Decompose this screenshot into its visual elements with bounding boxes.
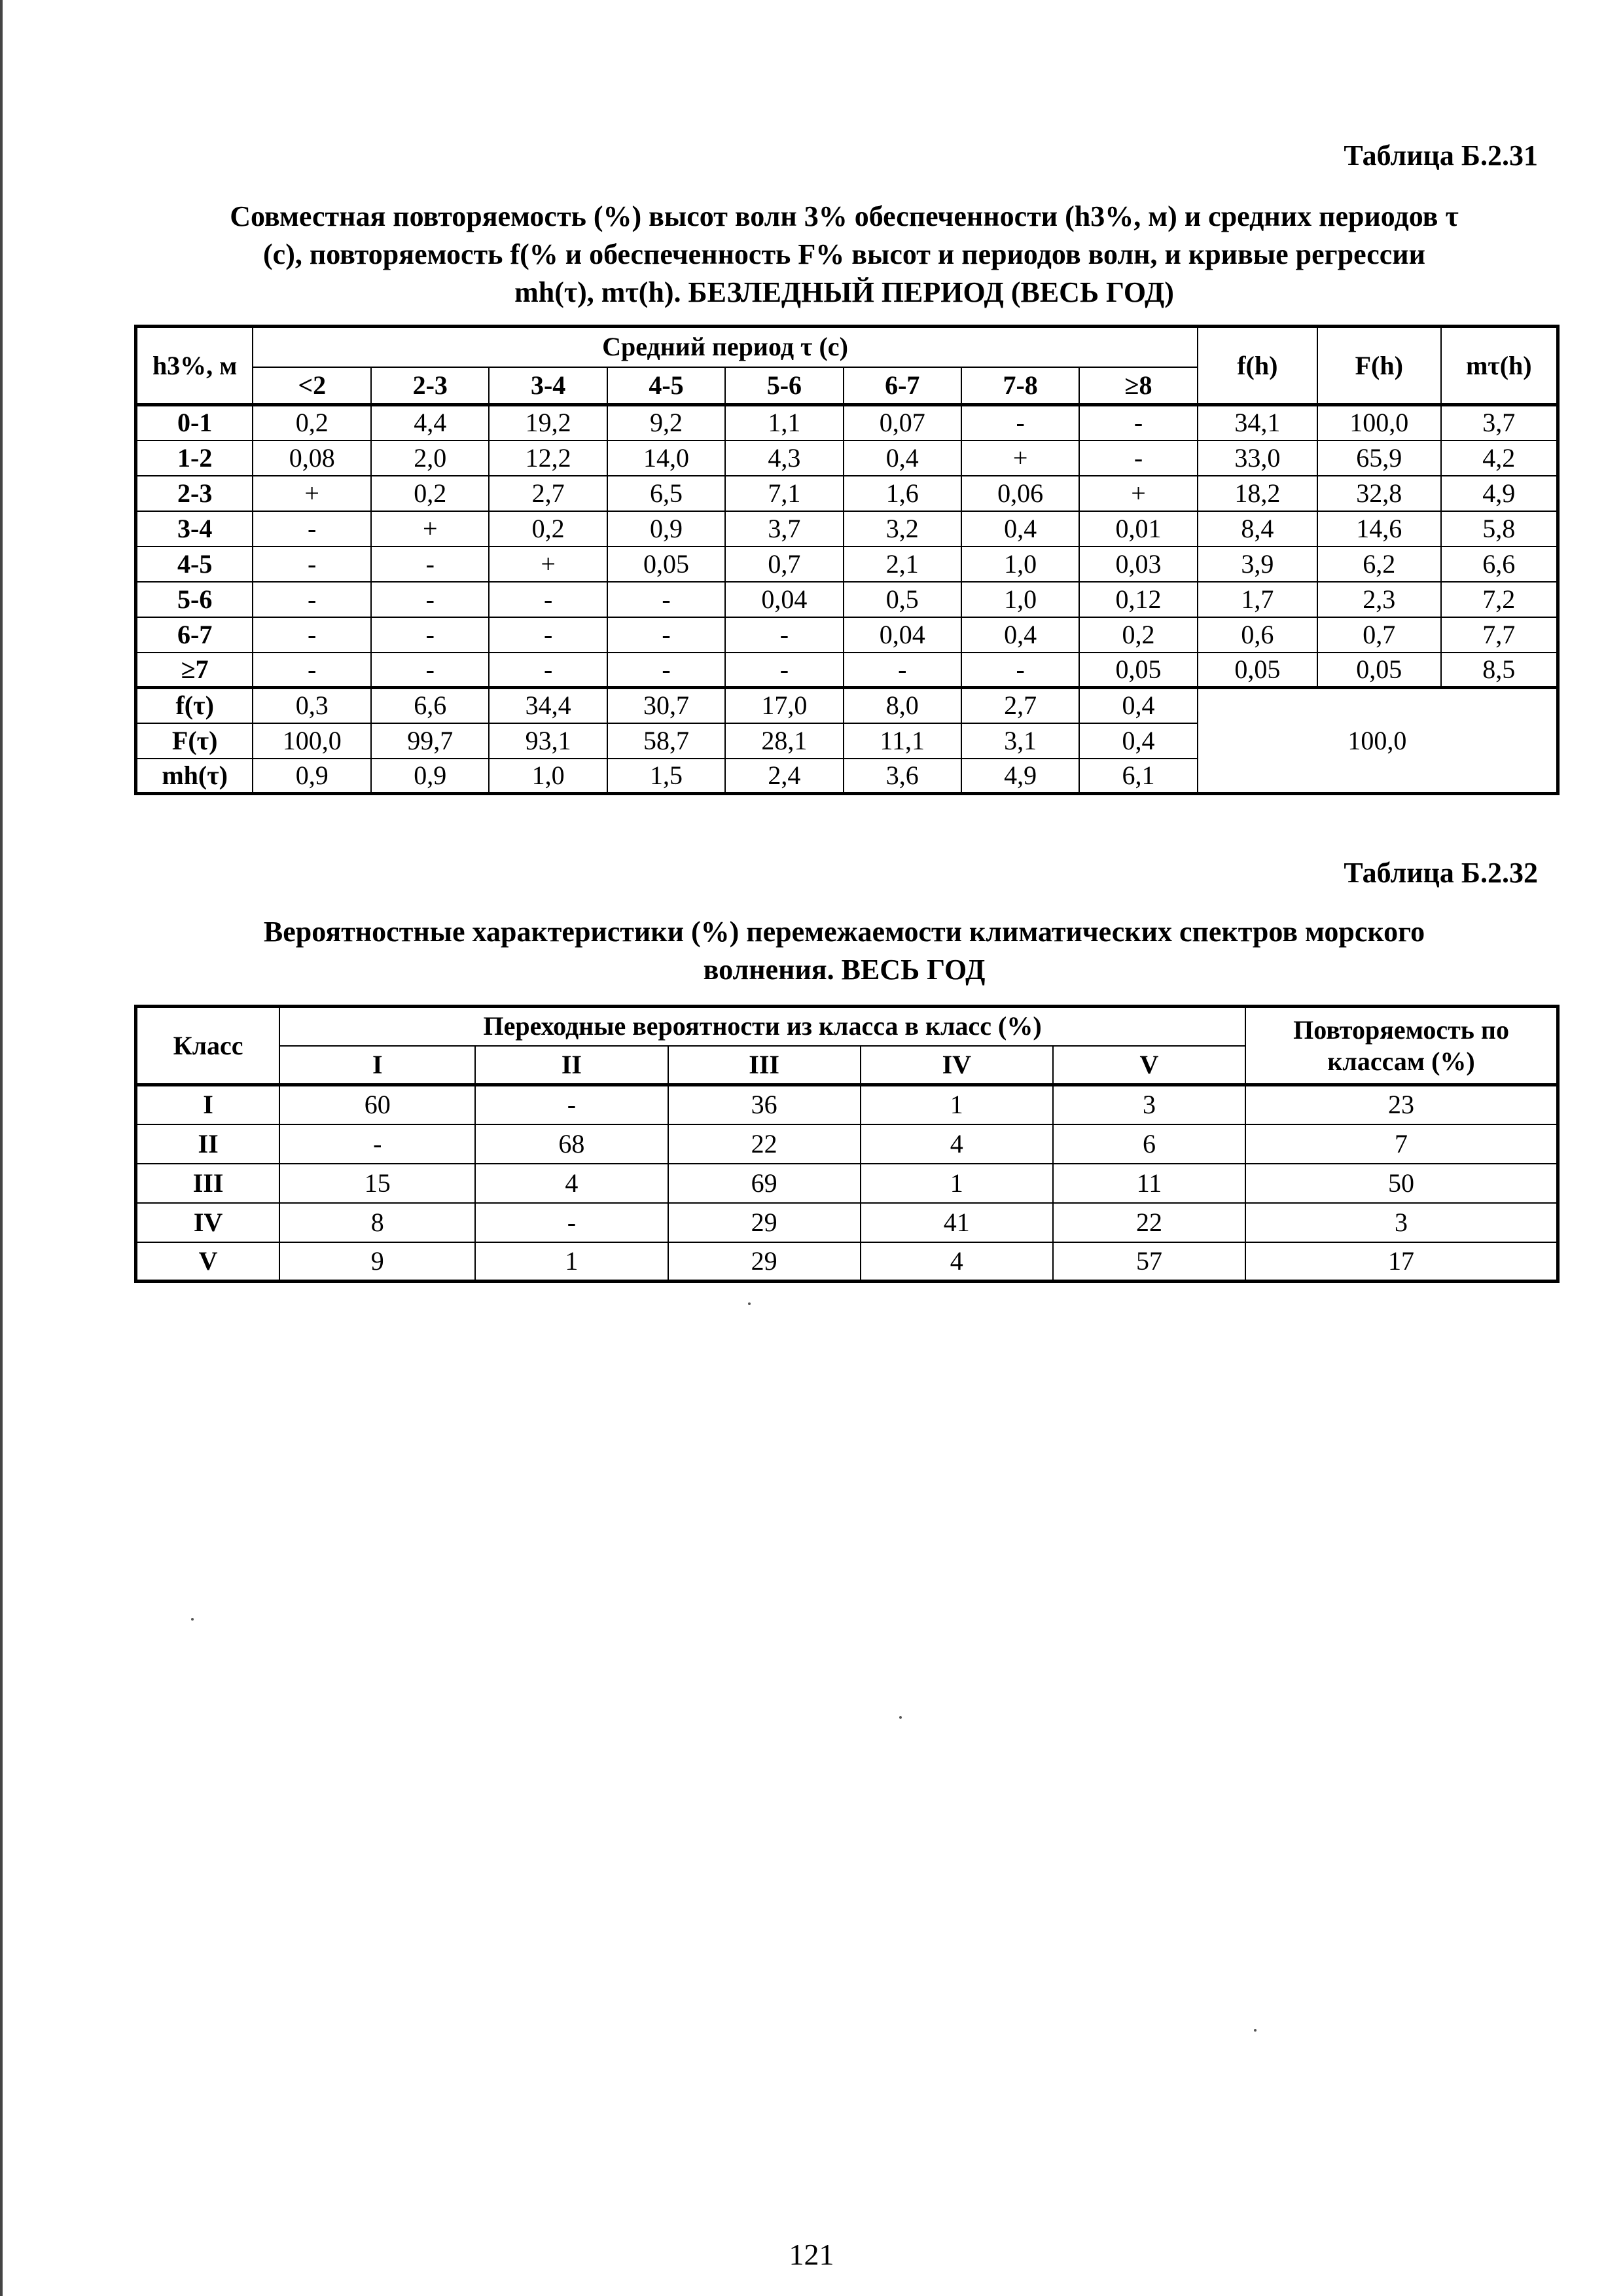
- table-32-title-line1: Вероятностные характеристики (%) перемежаемости климатических спектров морского: [263, 916, 1425, 948]
- F-h-cell: 6,2: [1317, 547, 1441, 582]
- table-row: [136, 440, 1558, 476]
- recurrence-cell: 17: [1245, 1242, 1558, 1282]
- recurrence-cell: 7: [1245, 1124, 1558, 1164]
- cell: 15: [279, 1164, 475, 1203]
- cell: 0,9: [253, 759, 371, 794]
- class-column-header: I: [279, 1046, 475, 1085]
- F-h-cell: 100,0: [1317, 405, 1441, 440]
- cell: 6,6: [371, 688, 489, 723]
- cell: 2,7: [489, 476, 607, 511]
- row-label: III: [136, 1164, 280, 1203]
- m-tau-h-cell: 4,9: [1441, 476, 1558, 511]
- row-label: 2-3: [136, 476, 253, 511]
- cell: 2,1: [844, 547, 961, 582]
- cell: 29: [668, 1203, 861, 1242]
- scan-speck: [748, 1302, 751, 1305]
- f-h-cell: 0,05: [1198, 653, 1317, 688]
- spectrum-transition-table: [134, 1005, 1560, 1283]
- cell: -: [725, 617, 843, 653]
- table-row-f-tau: [136, 688, 1558, 723]
- cell: 2,7: [961, 688, 1079, 723]
- period-column-header: 5-6: [725, 367, 843, 405]
- cell: 9,2: [607, 405, 725, 440]
- recurrence-cell: 3: [1245, 1203, 1558, 1242]
- cell: -: [371, 582, 489, 617]
- f-h-cell: 18,2: [1198, 476, 1317, 511]
- f-h-cell: 8,4: [1198, 511, 1317, 547]
- F-h-cell: 0,05: [1317, 653, 1441, 688]
- table-32-label: Таблица Б.2.32: [1344, 857, 1538, 889]
- f-h-cell: 0,6: [1198, 617, 1317, 653]
- row-label: F(τ): [136, 723, 253, 759]
- cell: 0,9: [371, 759, 489, 794]
- F-h-cell: 2,3: [1317, 582, 1441, 617]
- f-h-cell: 3,9: [1198, 547, 1317, 582]
- cell: 0,06: [961, 476, 1079, 511]
- cell: 28,1: [725, 723, 843, 759]
- table-row: [136, 405, 1558, 440]
- cell: +: [489, 547, 607, 582]
- f-h-cell: 1,7: [1198, 582, 1317, 617]
- cell: 41: [861, 1203, 1053, 1242]
- cell: 0,04: [725, 582, 843, 617]
- wave-height-period-table: [134, 325, 1560, 795]
- cell: 69: [668, 1164, 861, 1203]
- F-h-header: F(h): [1317, 327, 1441, 405]
- cell: 11: [1053, 1164, 1245, 1203]
- cell: 0,5: [844, 582, 961, 617]
- cell: 1,6: [844, 476, 961, 511]
- period-column-header: 2-3: [371, 367, 489, 405]
- cell: 0,2: [1079, 617, 1197, 653]
- table-31-label: Таблица Б.2.31: [1344, 139, 1538, 171]
- table-32-header-row-1: [136, 1007, 1558, 1046]
- cell: 4: [861, 1242, 1053, 1282]
- row-label: ≥7: [136, 653, 253, 688]
- row-label: IV: [136, 1203, 280, 1242]
- m-tau-h-cell: 8,5: [1441, 653, 1558, 688]
- table-31-title-line1: Совместная повторяемость (%) высот волн 3% обеспеченности (h3%, м) и средних периодов τ: [230, 200, 1459, 232]
- cell: 2,4: [725, 759, 843, 794]
- row-label: II: [136, 1124, 280, 1164]
- table-row: [136, 653, 1558, 688]
- cell: -: [1079, 440, 1197, 476]
- cell: 1: [861, 1085, 1053, 1124]
- table-32-title-line2: волнения. ВЕСЬ ГОД: [703, 954, 986, 986]
- h-header: h3%, м: [136, 327, 253, 405]
- cell: -: [253, 653, 371, 688]
- m-tau-h-cell: 6,6: [1441, 547, 1558, 582]
- F-h-cell: 14,6: [1317, 511, 1441, 547]
- cell: 68: [475, 1124, 668, 1164]
- cell: -: [961, 653, 1079, 688]
- m-tau-h-cell: 4,2: [1441, 440, 1558, 476]
- cell: 0,3: [253, 688, 371, 723]
- cell: 0,07: [844, 405, 961, 440]
- cell: 36: [668, 1085, 861, 1124]
- m-tau-h-cell: 5,8: [1441, 511, 1558, 547]
- recurrence-cell: 50: [1245, 1164, 1558, 1203]
- cell: 4,9: [961, 759, 1079, 794]
- cell: -: [371, 547, 489, 582]
- cell: 3,2: [844, 511, 961, 547]
- m-tau-h-header: mτ(h): [1441, 327, 1558, 405]
- cell: 0,4: [844, 440, 961, 476]
- cell: 34,4: [489, 688, 607, 723]
- cell: 1: [861, 1164, 1053, 1203]
- cell: +: [371, 511, 489, 547]
- cell: 3,6: [844, 759, 961, 794]
- cell: 0,08: [253, 440, 371, 476]
- row-label: 0-1: [136, 405, 253, 440]
- row-label: 3-4: [136, 511, 253, 547]
- cell: 100,0: [253, 723, 371, 759]
- table-row: [136, 511, 1558, 547]
- cell: 0,7: [725, 547, 843, 582]
- cell: -: [253, 582, 371, 617]
- row-label: V: [136, 1242, 280, 1282]
- cell: 3: [1053, 1085, 1245, 1124]
- recurrence-cell: 23: [1245, 1085, 1558, 1124]
- cell: -: [1079, 405, 1197, 440]
- scan-speck: [191, 1618, 194, 1621]
- cell: -: [253, 511, 371, 547]
- row-label: 6-7: [136, 617, 253, 653]
- row-label: 5-6: [136, 582, 253, 617]
- cell: -: [279, 1124, 475, 1164]
- row-label: I: [136, 1085, 280, 1124]
- cell: 7,1: [725, 476, 843, 511]
- cell: 14,0: [607, 440, 725, 476]
- cell: 11,1: [844, 723, 961, 759]
- cell: 1,0: [961, 547, 1079, 582]
- cell: 0,2: [253, 405, 371, 440]
- table-31-title-line2: (с), повторяемость f(% и обеспеченность F% высот и периодов волн, и кривые регрессии: [263, 238, 1425, 270]
- f-h-cell: 34,1: [1198, 405, 1317, 440]
- cell: -: [489, 582, 607, 617]
- cell: 9: [279, 1242, 475, 1282]
- cell: +: [1079, 476, 1197, 511]
- cell: 30,7: [607, 688, 725, 723]
- table-31-header-row-1: [136, 327, 1558, 367]
- transition-header: Переходные вероятности из класса в класс (%): [279, 1007, 1245, 1046]
- cell: 8: [279, 1203, 475, 1242]
- row-label: mh(τ): [136, 759, 253, 794]
- table-row: [136, 476, 1558, 511]
- row-label: 4-5: [136, 547, 253, 582]
- cell: +: [253, 476, 371, 511]
- cell: -: [253, 547, 371, 582]
- table-row: [136, 617, 1558, 653]
- F-h-cell: 32,8: [1317, 476, 1441, 511]
- table-row: [136, 1164, 1558, 1203]
- cell: -: [489, 653, 607, 688]
- period-column-header: 3-4: [489, 367, 607, 405]
- cell: 2,0: [371, 440, 489, 476]
- cell: 29: [668, 1242, 861, 1282]
- cell: -: [607, 653, 725, 688]
- period-column-header: ≥8: [1079, 367, 1197, 405]
- class-column-header: III: [668, 1046, 861, 1085]
- cell: 4,4: [371, 405, 489, 440]
- total-cell: 100,0: [1198, 688, 1558, 794]
- cell: -: [371, 653, 489, 688]
- cell: 0,2: [371, 476, 489, 511]
- recurrence-header: [1245, 1007, 1558, 1085]
- cell: 0,2: [489, 511, 607, 547]
- cell: -: [607, 582, 725, 617]
- cell: 1,0: [961, 582, 1079, 617]
- table-32-title: [131, 913, 1558, 989]
- cell: 0,4: [1079, 688, 1197, 723]
- table-31-title: [131, 198, 1558, 312]
- recurrence-header-line2: классам (%): [1327, 1046, 1475, 1076]
- cell: 22: [668, 1124, 861, 1164]
- cell: -: [844, 653, 961, 688]
- period-column-header: 4-5: [607, 367, 725, 405]
- F-h-cell: 0,7: [1317, 617, 1441, 653]
- table-row: [136, 1124, 1558, 1164]
- cell: 1: [475, 1242, 668, 1282]
- class-column-header: IV: [861, 1046, 1053, 1085]
- cell: -: [961, 405, 1079, 440]
- cell: 0,4: [961, 511, 1079, 547]
- cell: 8,0: [844, 688, 961, 723]
- cell: 6,1: [1079, 759, 1197, 794]
- cell: 19,2: [489, 405, 607, 440]
- cell: 0,9: [607, 511, 725, 547]
- cell: 12,2: [489, 440, 607, 476]
- m-tau-h-cell: 7,2: [1441, 582, 1558, 617]
- row-label: f(τ): [136, 688, 253, 723]
- cell: 22: [1053, 1203, 1245, 1242]
- cell: 3,7: [725, 511, 843, 547]
- f-h-cell: 33,0: [1198, 440, 1317, 476]
- cell: 57: [1053, 1242, 1245, 1282]
- cell: 17,0: [725, 688, 843, 723]
- cell: 3,1: [961, 723, 1079, 759]
- period-header: Средний период τ (с): [253, 327, 1197, 367]
- cell: -: [607, 617, 725, 653]
- cell: 60: [279, 1085, 475, 1124]
- cell: 0,4: [961, 617, 1079, 653]
- cell: 0,4: [1079, 723, 1197, 759]
- table-row: [136, 547, 1558, 582]
- table-row: [136, 1203, 1558, 1242]
- class-header: Класс: [136, 1007, 280, 1085]
- cell: 0,05: [1079, 653, 1197, 688]
- cell: -: [253, 617, 371, 653]
- cell: 6: [1053, 1124, 1245, 1164]
- period-column-header: 7-8: [961, 367, 1079, 405]
- cell: 1,5: [607, 759, 725, 794]
- cell: -: [475, 1203, 668, 1242]
- table-row: [136, 582, 1558, 617]
- period-column-header: <2: [253, 367, 371, 405]
- cell: -: [475, 1085, 668, 1124]
- m-tau-h-cell: 3,7: [1441, 405, 1558, 440]
- row-label: 1-2: [136, 440, 253, 476]
- cell: -: [489, 617, 607, 653]
- cell: 1,0: [489, 759, 607, 794]
- cell: 93,1: [489, 723, 607, 759]
- cell: 4,3: [725, 440, 843, 476]
- recurrence-header-line1: Повторяемость по: [1293, 1014, 1509, 1045]
- cell: -: [371, 617, 489, 653]
- class-column-header: V: [1053, 1046, 1245, 1085]
- table-row: [136, 1242, 1558, 1282]
- m-tau-h-cell: 7,7: [1441, 617, 1558, 653]
- page-edge-line: [0, 0, 3, 2296]
- cell: 0,05: [607, 547, 725, 582]
- cell: 4: [475, 1164, 668, 1203]
- cell: 0,12: [1079, 582, 1197, 617]
- F-h-cell: 65,9: [1317, 440, 1441, 476]
- cell: 1,1: [725, 405, 843, 440]
- cell: 99,7: [371, 723, 489, 759]
- cell: 58,7: [607, 723, 725, 759]
- scan-speck: [1254, 2029, 1257, 2032]
- cell: 0,04: [844, 617, 961, 653]
- scan-speck: [899, 1716, 902, 1719]
- period-column-header: 6-7: [844, 367, 961, 405]
- cell: 0,03: [1079, 547, 1197, 582]
- table-row: [136, 1085, 1558, 1124]
- cell: 4: [861, 1124, 1053, 1164]
- cell: +: [961, 440, 1079, 476]
- cell: -: [725, 653, 843, 688]
- class-column-header: II: [475, 1046, 668, 1085]
- cell: 0,01: [1079, 511, 1197, 547]
- page-number: 121: [789, 2238, 834, 2271]
- f-h-header: f(h): [1198, 327, 1317, 405]
- cell: 6,5: [607, 476, 725, 511]
- table-31-title-line3: mh(τ), mτ(h). БЕЗЛЕДНЫЙ ПЕРИОД (ВЕСЬ ГОД): [514, 276, 1174, 308]
